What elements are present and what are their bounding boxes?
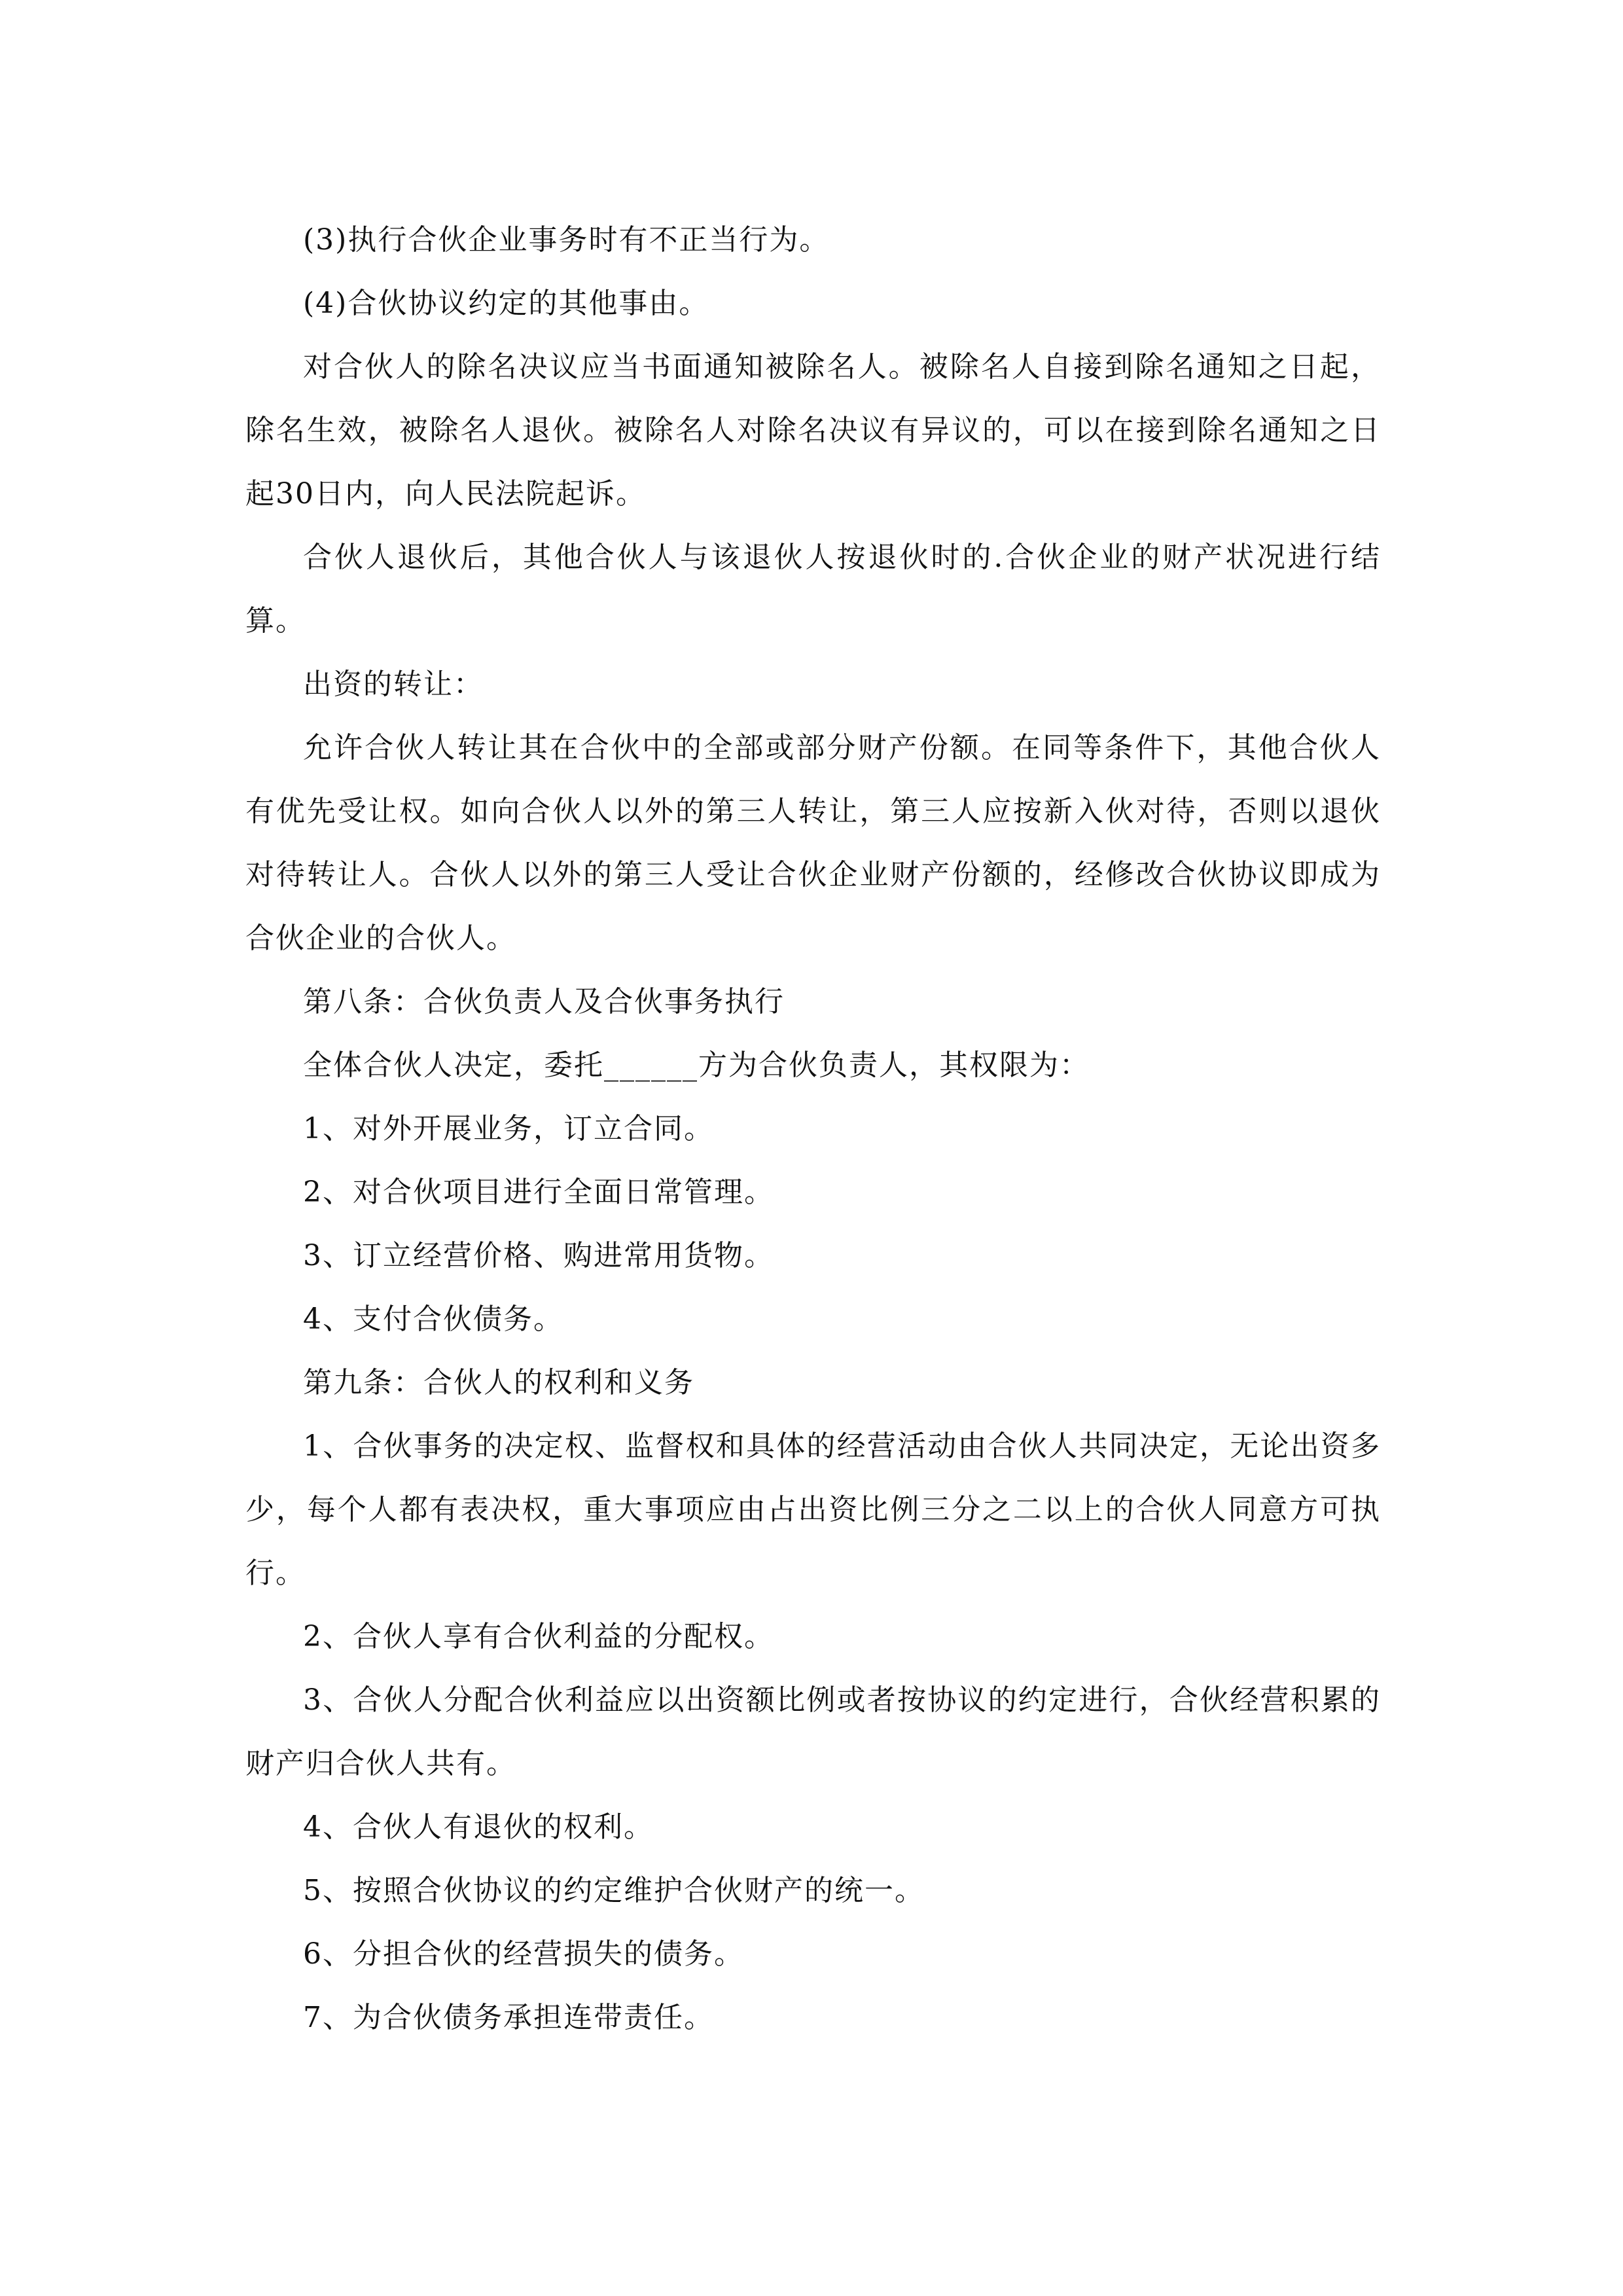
list-item-rights-1: 1、合伙事务的决定权、监督权和具体的经营活动由合伙人共同决定，无论出资多少，每个人都有表决权，重大事项应由占出资比例三分之二以上的合伙人同意方可执行。 <box>245 1429 1381 1590</box>
list-item-authority-1: 1、对外开展业务，订立合同。 <box>303 1112 714 1145</box>
paragraph-capital-transfer: 允许合伙人转让其在合伙中的全部或部分财产份额。在同等条件下，其他合伙人有优先受让权。如向合伙人以外的第三人转让，第三人应按新入伙对待，否则以退伙对待转让人。合伙人以外的第三人受让合伙企业财产份额的，经修改合伙协议即成为合伙企业的合伙人。 <box>245 731 1381 955</box>
list-item-rights-6: 6、分担合伙的经营损失的债务。 <box>303 1937 744 1971</box>
paragraph-removal-resolution: 对合伙人的除名决议应当书面通知被除名人。被除名人自接到除名通知之日起，除名生效，被除名人退伙。被除名人对除名决议有异议的，可以在接到除名通知之日起30日内，向人民法院起诉。 <box>245 350 1381 511</box>
list-item-authority-2: 2、对合伙项目进行全面日常管理。 <box>303 1175 774 1209</box>
list-item-rights-2: 2、合伙人享有合伙利益的分配权。 <box>303 1620 774 1653</box>
paragraph-clause-4: (4)合伙协议约定的其他事由。 <box>303 287 709 320</box>
paragraph-clause-3: (3)执行合伙企业事务时有不正当行为。 <box>303 223 830 257</box>
document-body <box>245 208 1381 2049</box>
list-item-rights-3: 3、合伙人分配合伙利益应以出资额比例或者按协议的约定进行，合伙经营积累的财产归合伙人共有。 <box>245 1683 1381 1780</box>
list-item-authority-4: 4、支付合伙债务。 <box>303 1302 563 1336</box>
heading-article-8: 第八条：合伙负责人及合伙事务执行 <box>303 985 785 1018</box>
paragraph-withdrawal-settlement: 合伙人退伙后，其他合伙人与该退伙人按退伙时的.合伙企业的财产状况进行结算。 <box>245 541 1381 637</box>
list-item-rights-7: 7、为合伙债务承担连带责任。 <box>303 2001 714 2034</box>
list-item-rights-5: 5、按照合伙协议的约定维护合伙财产的统一。 <box>303 1874 925 1907</box>
paragraph-responsible-person: 全体合伙人决定，委托______方为合伙负责人，其权限为： <box>303 1049 1090 1082</box>
heading-capital-transfer: 出资的转让： <box>303 668 484 701</box>
heading-article-9: 第九条：合伙人的权利和义务 <box>303 1366 694 1399</box>
list-item-rights-4: 4、合伙人有退伙的权利。 <box>303 1810 654 1844</box>
list-item-authority-3: 3、订立经营价格、购进常用货物。 <box>303 1239 774 1272</box>
